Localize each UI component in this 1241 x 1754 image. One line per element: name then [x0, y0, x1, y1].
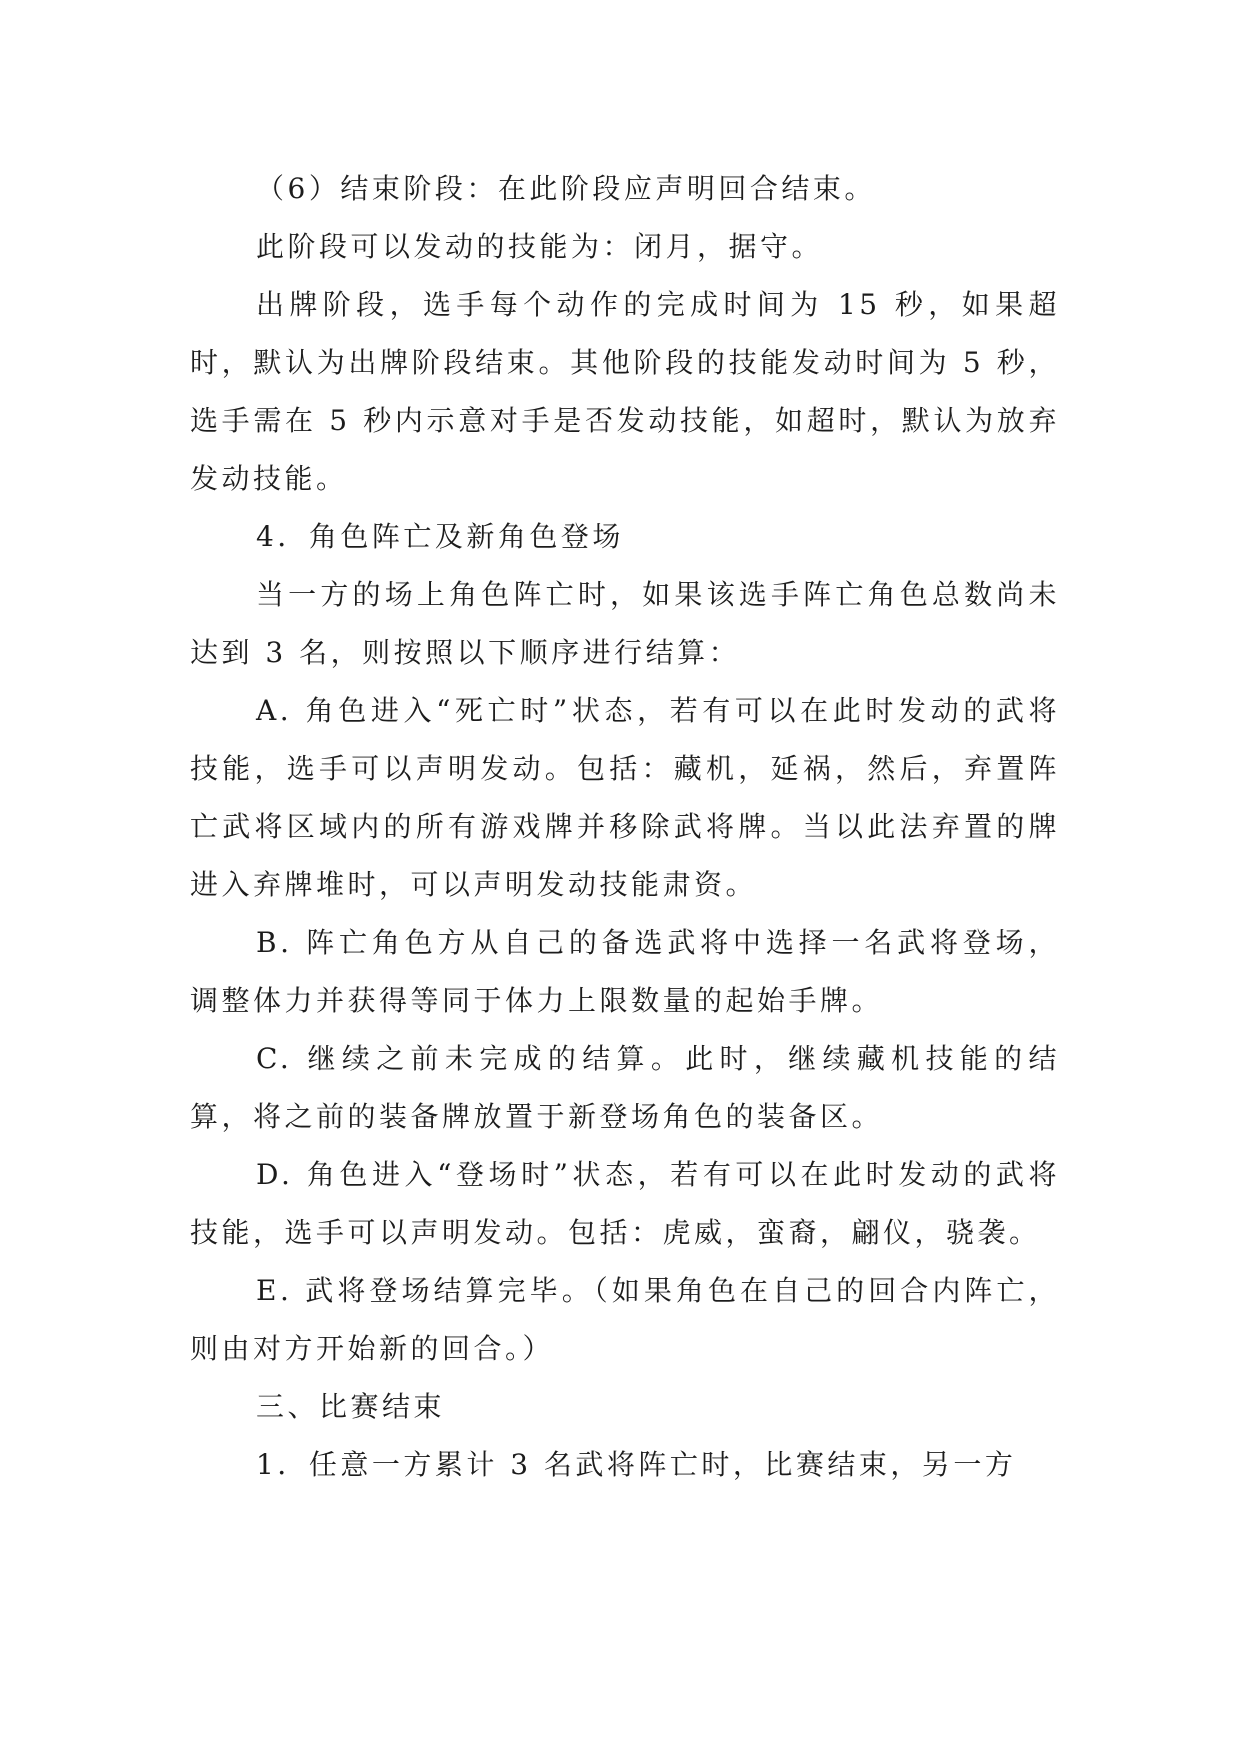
- list-item-c: C. 继续之前未完成的结算。此时，继续藏机技能的结算，将之前的装备牌放置于新登场角色的装备区。: [190, 1042, 1060, 1133]
- section-heading-character-death: 4．角色阵亡及新角色登场: [256, 520, 624, 553]
- document-body: [190, 160, 1060, 1494]
- paragraph-death-intro: 当一方的场上角色阵亡时，如果该选手阵亡角色总数尚未达到 3 名，则按照以下顺序进行结算：: [190, 578, 1060, 669]
- paragraph-end-phase-skills: 此阶段可以发动的技能为：闭月，据守。: [256, 230, 824, 263]
- paragraph-match-end-rule: 1．任意一方累计 3 名武将阵亡时，比赛结束，另一方: [256, 1448, 1017, 1481]
- list-item-a: A. 角色进入“死亡时”状态，若有可以在此时发动的武将技能，选手可以声明发动。包括：藏机，延祸，然后，弃置阵亡武将区域内的所有游戏牌并移除武将牌。当以此法弃置的牌进入弃牌堆时，可以声明发动技能肃资。: [190, 694, 1060, 901]
- paragraph-end-phase: （6）结束阶段：在此阶段应声明回合结束。: [256, 172, 876, 205]
- paragraph-time-limits: 出牌阶段，选手每个动作的完成时间为 15 秒，如果超时，默认为出牌阶段结束。其他阶段的技能发动时间为 5 秒，选手需在 5 秒内示意对手是否发动技能，如超时，默认为放弃发动技能。: [190, 288, 1060, 495]
- list-item-e: E. 武将登场结算完毕。（如果角色在自己的回合内阵亡，则由对方开始新的回合。）: [190, 1274, 1060, 1365]
- list-item-b: B. 阵亡角色方从自己的备选武将中选择一名武将登场，调整体力并获得等同于体力上限数量的起始手牌。: [190, 926, 1060, 1017]
- list-item-d: D. 角色进入“登场时”状态，若有可以在此时发动的武将技能，选手可以声明发动。包括：虎威，蛮裔，翩仪，骁袭。: [190, 1158, 1060, 1249]
- section-heading-match-end: 三、比赛结束: [256, 1390, 446, 1423]
